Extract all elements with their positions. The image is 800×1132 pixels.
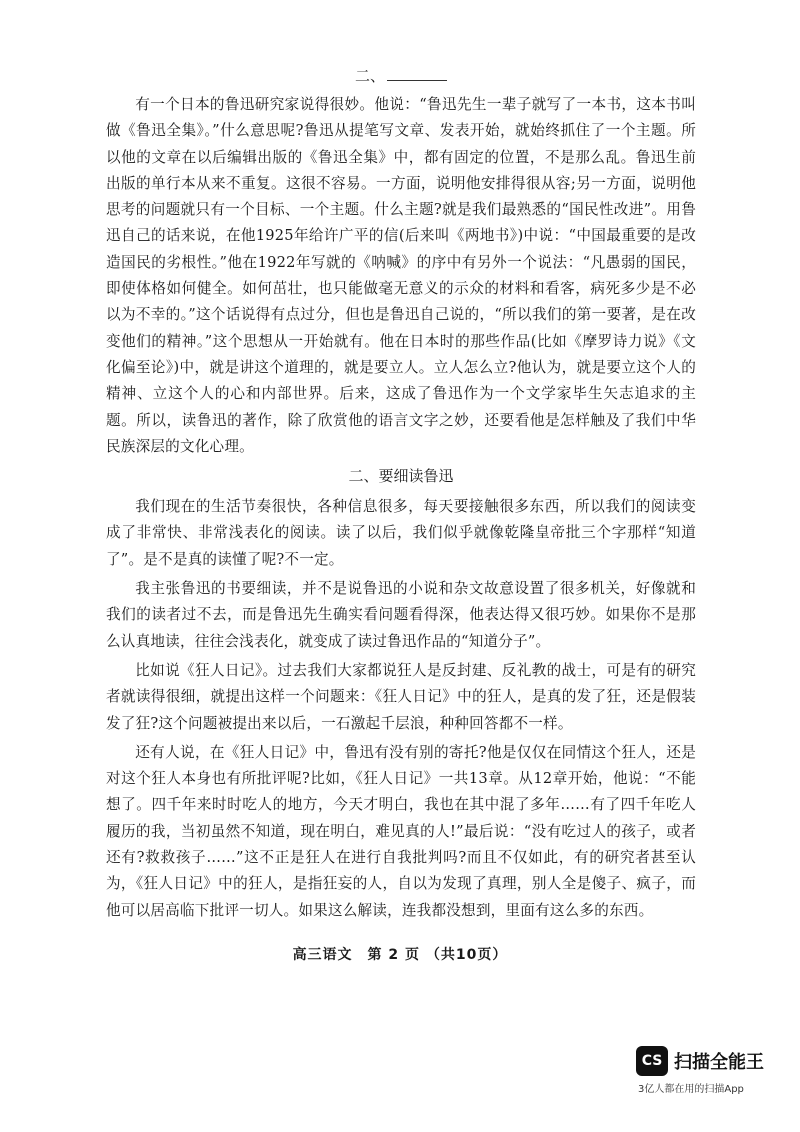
exam-page: [106, 64, 696, 924]
paragraph-5: 还有人说，在《狂人日记》中，鲁迅有没有别的寄托?他是仅仅在同情这个狂人，还是对这个狂人本身也有所批评呢?比如，《狂人日记》一共13章。从12章开始，他说：“不能想了。四千年来时时吃人的地方，今天才明白，我也在其中混了多年……有了四千年吃人履历的我，当初虽然不知道，现在明白，难见真的人!”最后说：“没有吃过人的孩子，或者还有?救救孩子……”这不正是狂人在进行自我批判吗?而且不仅如此，有的研究者甚至认为，《狂人日记》中的狂人，是指狂妄的人，自以为发现了真理，别人全是傻子、疯子，而他可以居高临下批评一切人。如果这么解读，连我都没想到，里面有这么多的东西。: [106, 743, 696, 919]
paragraph-4: 比如说《狂人日记》。过去我们大家都说狂人是反封建、反礼教的战士，可是有的研究者就读得很细，就提出这样一个问题来：《狂人日记》中的狂人，是真的发了狂，还是假装发了狂?这个问题被提出来以后，一石激起千层浪，种种回答都不一样。: [106, 661, 696, 732]
camscanner-watermark: [636, 1044, 786, 1094]
heading-blank-line: [387, 68, 447, 81]
paragraph-1: 有一个日本的鲁迅研究家说得很妙。他说：“鲁迅先生一辈子就写了一本书，这本书叫做《鲁迅全集》。”什么意思呢?鲁迅从提笔写文章、发表开始，就始终抓住了一个主题。所以他的文章在以后编辑出版的《鲁迅全集》中，都有固定的位置，不是那么乱。鲁迅生前出版的单行本从来不重复。这很不容易。一方面，说明他安排得很从容;另一方面，说明他思考的问题就只有一个目标、一个主题。什么主题?就是我们最熟悉的“国民性改进”。用鲁迅自己的话来说，在他1925年给许广平的信(后来叫《两地书》)中说：“中国最重要的是改造国民的劣根性。”他在1922年写就的《呐喊》的序中有另外一个说法：“凡愚弱的国民，即使体格如何健全。如何茁壮，也只能做毫无意义的示众的材料和看客，病死多少是不必以为不幸的。”这个话说得有点过分，但也是鲁迅自己说的，“所以我们的第一要著，是在改变他们的精神。”这个思想从一开始就有。他在日本时的那些作品(比如《摩罗诗力说》《文化偏至论》)中，就是讲这个道理的，就是要立人。立人怎么立?他认为，就是要立这个人的精神、立这个人的心和内部世界。后来，这成了鲁迅作为一个文学家毕生矢志追求的主题。所以，读鲁迅的著作，除了欣赏他的语言文字之妙，还要看他是怎样触及了我们中华民族深层的文化心理。: [106, 96, 696, 455]
paragraph-3: 我主张鲁迅的书要细读，并不是说鲁迅的小说和杂文故意设置了很多机关，好像就和我们的读者过不去，而是鲁迅先生确实看问题看得深，他表达得又很巧妙。如果你不是那么认真地读，往往会浅表化，就变成了读过鲁迅作品的“知道分子”。: [106, 580, 696, 650]
page-footer: 高三语文 第 2 页 （共10页）: [292, 947, 508, 963]
camscanner-tagline: 3亿人都在用的扫描App: [638, 1084, 744, 1095]
section-heading-2: 二、要细读鲁迅: [348, 467, 454, 486]
section-heading-1: [106, 64, 696, 88]
paragraph-2: 我们现在的生活节奏很快，各种信息很多，每天要接触很多东西，所以我们的阅读变成了非常快、非常浅表化的阅读。读了以后，我们似乎就像乾隆皇帝批三个字那样“知道了”。是不是真的读懂了呢?不一定。: [106, 498, 696, 568]
camscanner-logo-icon: CS: [636, 1046, 668, 1076]
section-heading-1-text: 二、: [354, 67, 385, 85]
camscanner-name: 扫描全能王: [674, 1052, 764, 1073]
